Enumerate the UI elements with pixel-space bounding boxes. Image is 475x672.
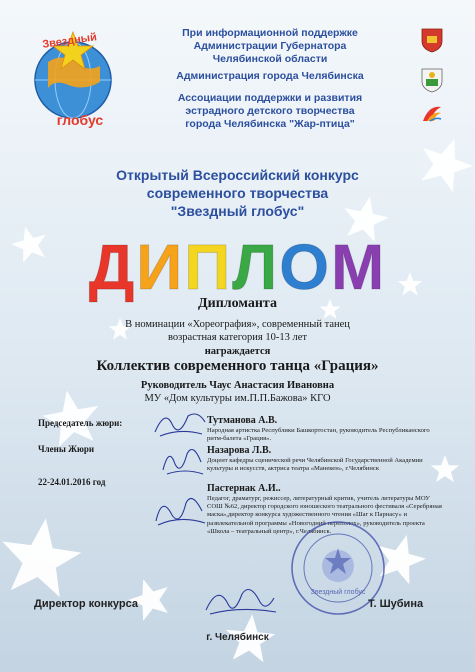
header-line: Ассоциации поддержки и развития bbox=[177, 92, 363, 104]
support-header bbox=[130, 27, 410, 66]
contest-title bbox=[40, 166, 435, 220]
jury-member-name: Пастернак А.И.. bbox=[207, 483, 281, 494]
jury-signature-icon bbox=[155, 440, 210, 480]
jury-member-name: Назарова Л.В. bbox=[207, 445, 272, 456]
logo-text-top: Звездный bbox=[41, 31, 98, 51]
city-administration-header bbox=[130, 70, 410, 83]
age-category-text: возрастная категория 10-13 лет bbox=[168, 332, 307, 343]
jury-member-desc: Педагог, драматург, режиссер, литературный критик, учитель литературы МОУ СОШ №62, директор городского юношеского театрального фестиваля «Серебряная маска»,директор конкурса художественного чтения «Шаг к Парнасу» и развлекательной программы «Новогодний переполох», руководитель проекта «Школа – театральный центр», г.Челябинск. bbox=[207, 495, 442, 535]
jury-member-desc: Доцент кафедры сценической речи Челябинской Государственной Академии культуры и искусств, актриса театра «Манекен», г.Челябинск bbox=[207, 457, 423, 473]
diploma-letter: О bbox=[279, 231, 331, 303]
director-name: Т. Шубина bbox=[368, 598, 424, 610]
firebird-association-logo-icon bbox=[419, 101, 445, 127]
jury-signature-icon bbox=[150, 485, 210, 530]
jury-members-label: Члены Жюри bbox=[38, 444, 95, 454]
diploma-letter: М bbox=[330, 231, 387, 303]
stamp-text: Звездный глобус bbox=[310, 589, 366, 596]
header-line: эстрадного детского творчества bbox=[185, 105, 355, 117]
awarded-text: награждается bbox=[204, 346, 271, 357]
director-label: Директор конкурса bbox=[34, 598, 138, 610]
leader-text: Руководитель Чаус Анастасия Ивановна bbox=[140, 380, 335, 391]
nomination-text: В номинации «Хореография», современный танец bbox=[125, 319, 350, 330]
header-line: Челябинской области bbox=[212, 53, 328, 65]
contest-line: современного творчества bbox=[146, 185, 329, 201]
jury-member-name: Тутманова А.В. bbox=[207, 415, 278, 426]
diploma-letter: Л bbox=[232, 231, 280, 303]
city-label: г. Челябинск bbox=[206, 632, 269, 643]
association-header bbox=[130, 92, 410, 131]
diploma-letter: Д bbox=[88, 231, 137, 303]
diploma-letter: П bbox=[184, 231, 233, 303]
jury-dates: 22-24.01.2016 год bbox=[38, 477, 106, 487]
jury-member-desc: Народная артистка Республики Башкортостан, руководитель Республиканского ритм-балета «Грация». bbox=[207, 427, 430, 443]
star-icon bbox=[0, 513, 85, 599]
diploma-letter: И bbox=[136, 231, 185, 303]
chair-signature-icon bbox=[150, 404, 210, 444]
header-line: Администрация города Челябинска bbox=[176, 70, 364, 82]
jury-chair-label: Председатель жюри: bbox=[38, 418, 123, 428]
header-line: города Челябинска "Жар-птица" bbox=[185, 118, 355, 130]
diploma-title bbox=[0, 232, 475, 302]
recipient-name: Коллектив современного танца «Грация» bbox=[96, 358, 379, 374]
institution-text: МУ «Дом культуры им.П.П.Бажова» КГО bbox=[144, 393, 331, 404]
star-globe-logo-icon bbox=[18, 22, 128, 132]
header-line: Администрации Губернатора bbox=[193, 40, 347, 52]
recipient-type: Дипломанта bbox=[198, 296, 277, 311]
logo-text-bottom: глобус bbox=[56, 112, 104, 128]
city-coat-of-arms-icon bbox=[419, 67, 445, 93]
regional-coat-of-arms-icon bbox=[419, 27, 445, 53]
contest-line: "Звездный глобус" bbox=[170, 203, 305, 219]
contest-line: Открытый Всероссийский конкурс bbox=[116, 167, 359, 183]
director-signature-icon bbox=[200, 580, 280, 620]
header-line: При информационной поддержке bbox=[182, 27, 358, 39]
